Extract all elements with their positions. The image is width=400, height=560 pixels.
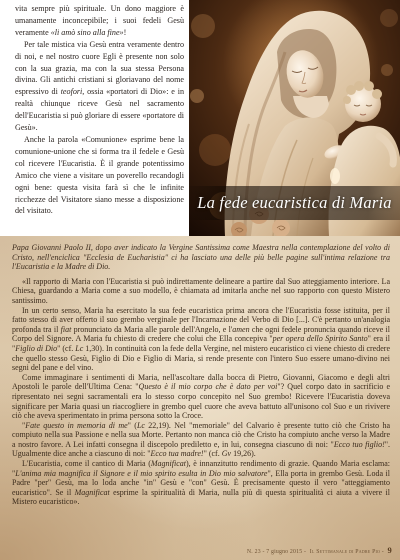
text-run: ", Ella porta in grembo Gesù. Loda il Padre "per" Gesù, ma lo loda anche "in" Gesù e "con" Gesù. È precisamente questo il vero "atteggiamento eucaristico". Se il: [12, 468, 390, 497]
text-run: " era il ": [12, 334, 390, 353]
text-run: 1,30). In continuità con la fede della Vergine, nel mistero eucaristico ci viene chiesto di credere che quello stesso Gesù, Figlio di Dio e Figlio di Maria, si rende presente con l'intero Suo essere umano-divino nei segni del pane e del vino.: [12, 343, 390, 373]
italic-text-run: Ecco tua madre!: [150, 449, 204, 459]
bokeh-light: [381, 64, 393, 76]
text-run: vita sempre più spirituale. Un dono maggiore è umanamente inconcepibile; i suoi fedeli Gesù veramente: [15, 4, 184, 37]
text-run: pronunciato da Maria alle parole dell'Angelo, e l': [71, 324, 233, 334]
article-body: [12, 243, 390, 507]
title-band: [189, 186, 400, 220]
text-run: Per tale mistica via Gesù entra veramente dentro di noi, e nel nostro cuore Egli è presente non solo con la sua grazia, ma con la sua stessa Persona divina. Gli antichi cristiani si gloriavano del nome espressivo di: [15, 39, 184, 97]
text-run: " (: [127, 420, 137, 430]
text-run: esprime la spiritualità di Maria, nulla più di questa spiritualità ci aiuta a vivere il Mistero eucaristico».: [12, 487, 390, 507]
article-paragraph: [12, 306, 390, 373]
italic-text-run: Figlio di Dio: [15, 343, 58, 353]
italic-text-run: «li amò sino alla fine»: [50, 27, 124, 37]
text-run: "? Quel corpo dato in sacrificio e ripresentato nei segni sacramentali era lo stesso corpo concepito nel Suo grembo! Ricevere l'Eucaristia doveva significare per Maria quasi un riaccogliere in grembo quel cuore che aveva battuto all'unisono col Suo e un rivivere ciò che aveva sperimentato in prima persona sotto la Croce.: [12, 382, 391, 421]
text-run: 19,26).: [231, 449, 256, 459]
text-run: 22,19). Nel "memoriale" del Calvario è presente tutto ciò che Cristo ha compiuto nella sua Passione e nella sua Morte. Pertanto non manca ciò che Cristo ha compiuto anche verso la Madre a nostro favore. A Lei infatti consegna il discepolo prediletto e, in lui, consegna ciascuno di noi: ": [12, 420, 390, 449]
text-run: ), è innanzitutto rendimento di grazie. Quando Maria esclama: ": [12, 459, 390, 478]
italic-text-run: Magnificat: [150, 459, 186, 469]
child-curl: [372, 89, 382, 99]
bokeh-light: [380, 9, 398, 27]
child-curl: [364, 81, 374, 91]
italic-text-run: per opera dello Spirito Santo: [272, 334, 368, 344]
article-paragraph: [12, 421, 390, 459]
italic-text-run: Lc: [136, 420, 145, 430]
italic-text-run: Questo è il mio corpo che è dato per voi: [138, 382, 278, 392]
bokeh-light: [199, 134, 231, 166]
italic-text-run: Magnificat: [74, 487, 110, 497]
italic-text-run: Ecco tuo figlio!: [333, 439, 385, 449]
text-run: L'Eucaristia, come il cantico di Maria (: [22, 459, 151, 469]
article-intro: Papa Giovanni Paolo II, dopo aver indicato la Vergine Santissima come Maestra nella contemplazione del volto di Cristo, nell'enciclica "Ecclesia de Eucharistia" ci ha lasciato una delle più belle pagine sull'intima relazione tra l'Eucaristia e la Madre di Dio.: [12, 243, 390, 272]
article-title: La fede eucaristica di Maria: [197, 193, 392, 212]
continued-column: [15, 3, 184, 217]
bokeh-light: [191, 14, 215, 38]
text-run: , ossia «portatori di Dio»: e in realtà chiunque riceve Gesù nel sacramento dell'Eucaristia si può gloriare di essere «portatore di Gesù».: [15, 87, 185, 133]
italic-text-run: Gv: [221, 449, 232, 459]
text-run: " (cf.: [57, 343, 76, 353]
bokeh-light: [190, 89, 204, 103]
issue-info: N. 23 - 7 giugno 2015 -: [246, 549, 307, 555]
column-paragraph: [15, 134, 184, 217]
column-paragraph: [15, 3, 184, 39]
text-run: che ogni fedele pronuncia quando riceve il Corpo del Signore. A Maria fu chiesto di credere che colui che Ella concepiva ": [12, 324, 391, 344]
text-run: " (cf.: [203, 449, 222, 459]
text-run: «Il rapporto di Maria con l'Eucaristia si può indirettamente delineare a partire dal Suo atteggiamento interiore. La Chiesa, guardando a Maria come a suo modello, è chiamata ad imitarla anche nel suo rapporto con questo Mistero santissimo.: [12, 276, 390, 305]
child-curl: [343, 96, 351, 104]
italic-text-run: Fate questo in memoria di me: [25, 420, 128, 430]
text-run: ". Ugualmente dice anche a ciascuno di noi: ": [12, 439, 391, 459]
publication-name: Il Settimanale di Padre Pio -: [309, 549, 384, 555]
text-run: Anche la parola «Comunione» esprime bene la comunione-unione che si forma tra il fedele e Gesù col ricevere l'Eucaristia. È il grande potentissimo Amico che viene a visitare un poverello recandogli ogni bene: questa visita farà sì che le infinite ricchezze del Visitatore siano messe a disposizione del visitato.: [15, 134, 184, 216]
text-run: !: [123, 27, 127, 37]
article-panel: [0, 236, 400, 560]
page-footer: [247, 545, 392, 555]
italic-text-run: Lc: [75, 343, 84, 353]
votive-glass: [330, 168, 340, 184]
text-run: In un certo senso, Maria ha esercitato la sua fede eucaristica prima ancora che l'Eucaristia fosse istituita, per il fatto stesso di aver offerto il suo grembo verginale per l'Incarnazione del Verbo di Dio [...]. C'è pertanto un'analogia profonda tra il: [12, 305, 390, 334]
italic-text-run: fiat: [60, 324, 72, 334]
column-paragraph: [15, 39, 184, 134]
madonna-photo: [189, 0, 400, 236]
text-run: Come immaginare i sentimenti di Maria, nell'ascoltare dalla bocca di Pietro, Giovanni, Giacomo e degli altri Apostoli le parole dell'Ultima Cena: ": [12, 372, 390, 392]
article-paragraph: [12, 277, 390, 306]
child-curl: [354, 81, 364, 91]
italic-text-run: teofori: [60, 87, 83, 97]
article-paragraph: [12, 373, 390, 421]
page-number: 9: [387, 545, 392, 555]
text-run: ": [22, 420, 26, 430]
italic-text-run: amen: [232, 324, 250, 334]
italic-text-run: L'anima mia magnifica il Signore e il mio spirito esulta in Dio mio salvatore: [15, 468, 268, 478]
article-paragraph: [12, 459, 390, 507]
